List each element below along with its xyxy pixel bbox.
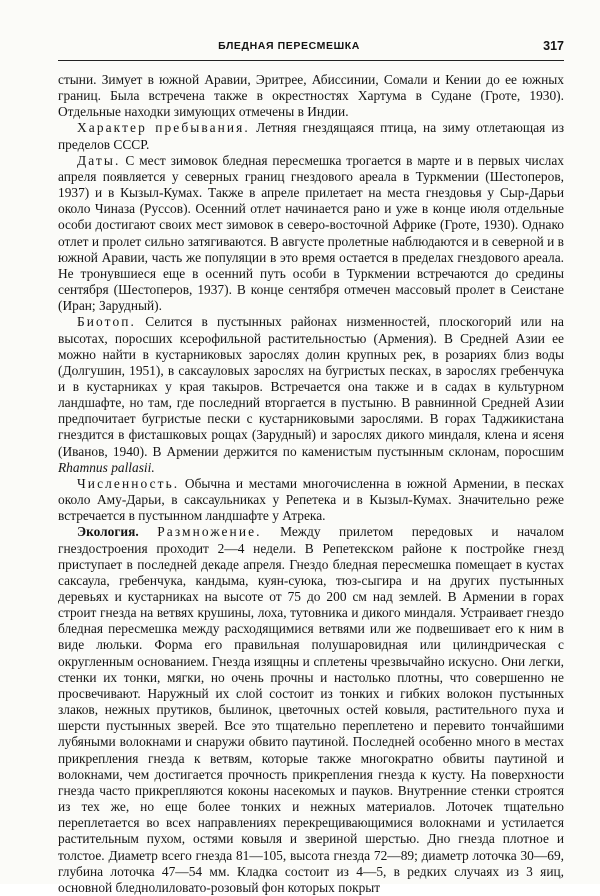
section-heading-residence: Характер пребывания. (77, 120, 250, 136)
species-name: Rhamnus pallasii. (58, 459, 155, 475)
section-heading-dates: Даты. (77, 152, 121, 168)
paragraph-text: Селится в пустынных районах низменностей, плоскогорий или на высотах, поросших ксерофильной растительностью (Армения). В Средней Азии ее можно найти в кустарниковых зарослях долин крупных рек, в розариях близ воды (Долгушин, 1951), в саксауловых зарослях на бугристых песках, в зарослях гребенчука и в кустарниках у края такыров. Встречается она также и в садах в культурном ландшафте, но там, где последний вторгается в пустыню. В равнинной Средней Азии предпочитает бугристые пески с кустарниковыми зарослями. В горах Таджикистана гнездится в фисташковых рощах (Зарудный) и зарослях дикого миндаля, клена и ясеня (Иванов, 1940). В Армении держится по каменистым пустынным склонам, поросшим (58, 314, 564, 459)
paragraph-abundance (58, 476, 564, 524)
paragraph-residence (58, 120, 564, 152)
paragraph-biotope (58, 314, 564, 476)
paragraph-text: Обычна и местами многочисленна в южной Армении, в песках около Аму-Дарьи, в саксаульниках у Репетека и в Кызыл-Кумах. Значительно реже встречается в пустынном ландшафте у Атрека. (58, 475, 564, 524)
body-text (58, 72, 564, 896)
page-number: 317 (543, 39, 564, 53)
paragraph-ecology (58, 524, 564, 896)
page-header (58, 36, 564, 61)
section-heading-reproduction: Размножение. (157, 524, 262, 540)
paragraph-text: С мест зимовок бледная пересмешка трогается в марте и в первых числах апреля появляется у северных границ гнездового ареала в Туркмении (Шестоперов, 1937) и в Кызыл-Кумах. Также в апреле прилетает на места гнездовья у Сыр-Дарьи около Чиназа (Руссов). Осенний отлет начинается рано и уже в конце июля отдельные особи достигают своих мест зимовок в северо-восточной Африке (Гроте, 1930). Однако отлет и пролет сильно затягиваются. В августе пролетные наблюдаются и в северной и в южной Аравии, часть же популяции в это время остается в пределах гнездового ареала. Не тронувшиеся еще в осенний путь особи в Туркмении встречаются до средины сентября (Шестоперов, 1937). В конце сентября отмечен массовый пролет в Сеистане (Иран; Зарудный). (58, 152, 564, 314)
paragraph-text: Летняя гнездящаяся птица, на зиму отлетающая из пределов СССР. (58, 120, 564, 152)
section-heading-abundance: Численность. (77, 475, 180, 491)
paragraph-range-continuation (58, 72, 564, 120)
running-head: БЛЕДНАЯ ПЕРЕСМЕШКА (218, 40, 360, 52)
paragraph-dates (58, 153, 564, 315)
section-heading-biotope: Биотоп. (77, 314, 136, 330)
paragraph-text: Между прилетом передовых и началом гнездостроения проходит 2—4 недели. В Репетекском районе к постройке гнезд приступает в последней декаде апреля. Гнездо бледная пересмешка помещает в кустах саксаула, гребенчука, кандыма, куян-суюка, тюз-сыгира и на других пустынных деревьях и кустарниках на высоте от 75 до 200 см над землей. В Армении в горах строит гнезда на ветвях крушины, лоха, тутовника и дикого миндаля. Устраивает гнездо бледная пересмешка между расходящимися ветвями или же подвешивает его к ним в виде люльки. Форма его правильная полушаровидная или цилиндрическая с округленным основанием. Гнезда изящны и сплетены чрезвычайно искусно. Они легки, стенки их тонки, мягки, но очень прочны и настолько плотны, что совершенно не просвечивают. Наружный их слой состоит из тонких и гибких волокон пустынных злаков, нежных прутиков, былинок, цветочных остей ковыля, растительного пуха и шерсти пустынных зверей. Все это тщательно переплетено и перевито тончайшими лубяными волокнами и снаружи обвито паутиной. Последней особенно много в местах прикрепления гнезда к ветвям, которые также многократно обвиты паутиной и волокнами, чем достигается прочность прикрепления гнезда к кусту. На поверхности гнезда часто прикрепляются коконы насекомых и пауков. Внутренние стенки строятся из тех же, но еще более тонких и нежных материалов. Лоточек тщательно переплетается во всех направлениях перекрещивающимися волокнами и устилается растительным пухом, остями ковыля и звериной шерстью. Дно гнезда плотное и толстое. Диаметр всего гнезда 81—105, высота гнезда 72—89; диаметр лоточка 30—69, глубина лоточка 47—54 мм. Кладка состоит из 4—5, в редких случаях из 3 яиц, основной бледнолиловато-розовый фон которых покрыт (58, 524, 564, 895)
paragraph-text: стыни. Зимует в южной Аравии, Эритрее, Абиссинии, Сомали и Кении до ее южных границ. Была встречена также в окрестностях Хартума в Судане (Гроте, 1930). Отдельные находки зимующих отмечены в Индии. (58, 72, 564, 120)
section-heading-ecology: Экология. (77, 524, 139, 540)
